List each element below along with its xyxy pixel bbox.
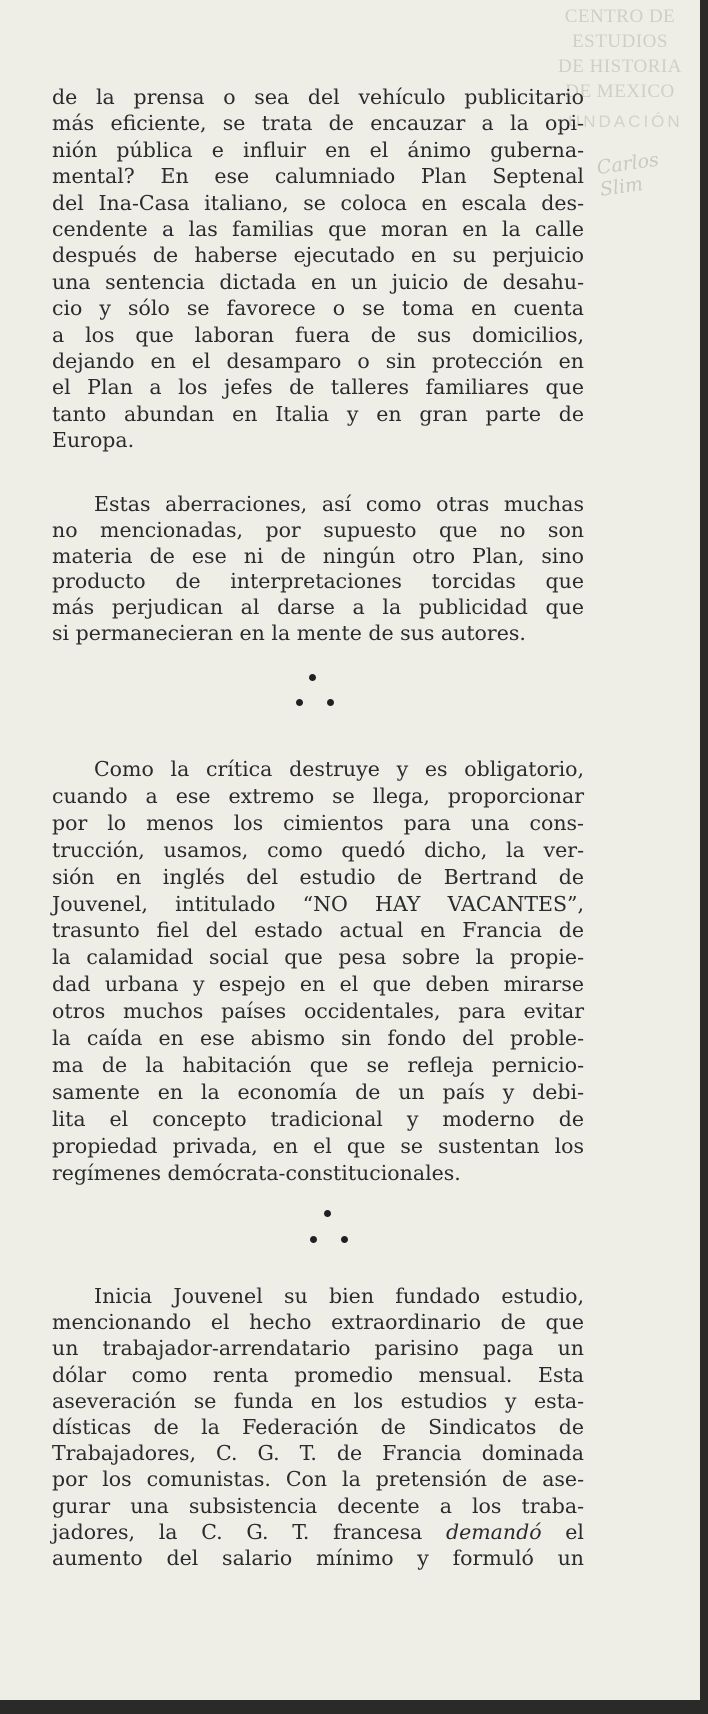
watermark-signature: Carlos Slim [595,148,661,201]
text-line: mental? En ese calumniado Plan Septenal [52,164,584,189]
paragraph-4 [52,1283,584,1571]
text-line: sión en inglés del estudio de Bertrand de [52,864,584,889]
text-line: por los comunistas. Con la pretensión de ase- [52,1467,584,1492]
text-line: Como la crítica destruye y es obligatorio, [94,757,584,781]
text-line: dejando en el desamparo o sin protección en [52,349,584,374]
text-line: a los que laboran fuera de sus domicilios, [52,322,584,347]
text-line: no mencionadas, por supuesto que no son [52,517,584,542]
text-line: gurar una subsistencia decente a los traba- [52,1493,584,1518]
watermark-line: CENTRO DE [564,6,676,27]
text-line: aumento del salario mínimo y formuló un [52,1546,584,1571]
text-line: aseveración se funda en los estudios y esta- [52,1388,584,1413]
text-line: trucción, usamos, como quedó dicho, la ver- [52,837,584,862]
text-line: propiedad privada, en el que se sustentan los [52,1133,584,1158]
text-line: Estas aberraciones, así como otras muchas [94,492,584,516]
text-line: un trabajador-arrendatario parisino paga un [52,1336,584,1361]
text-line-mixed [52,1519,584,1545]
text-line: otros muchos países occidentales, para evitar [52,999,584,1024]
text-line: una sentencia dictada en un juicio de desahu- [52,269,584,294]
separator-dot [310,1236,317,1243]
text-line: del Ina-Casa italiano, se coloca en escala des- [52,190,584,215]
text-fragment: el [565,1519,584,1544]
text-line: cio y sólo se favorece o se toma en cuenta [52,296,584,321]
text-line: nión pública e influir en el ánimo guberna- [52,137,584,162]
text-line: la caída en ese abismo sin fondo del proble- [52,1026,584,1051]
text-line: cuando a ese extremo se llega, proporcionar [52,783,584,808]
text-fragment: jadores, la C. G. T. francesa [52,1519,423,1544]
text-line: dólar como renta promedio mensual. Esta [52,1362,584,1387]
text-line: lita el concepto tradicional y moderno de [52,1106,584,1131]
text-line: dad urbana y espejo en el que deben mirarse [52,972,584,997]
separator-dot [296,699,303,706]
italic-word: demandó [445,1519,542,1544]
paragraph-2 [52,492,584,647]
text-line: de la prensa o sea del vehículo publicitario [52,85,584,109]
separator-dot [309,674,316,681]
text-line: cendente a las familias que moran en la calle [52,217,584,242]
text-line: Europa. [52,428,135,453]
text-line: mencionando el hecho extraordinario de que [52,1310,584,1335]
watermark-line: DE HISTORIA [558,56,682,77]
text-line: trasunto fiel del estado actual en Francia de [52,918,584,943]
text-line: si permanecieran en la mente de sus autores. [52,620,526,645]
text-line: el Plan a los jefes de talleres familiares que [52,375,584,400]
paragraph-3 [52,756,584,1187]
text-line: producto de interpretaciones torcidas que [52,569,584,594]
text-line: samente en la economía de un país y debi- [52,1079,584,1104]
separator-dot [327,699,334,706]
text-line: Jouvenel, intitulado “NO HAY VACANTES”, [52,891,584,916]
paragraph-1 [52,84,584,454]
text-line: después de haberse ejecutado en su perjuicio [52,243,584,268]
section-separator-2 [299,1210,359,1244]
text-line: tanto abundan en Italia y en gran parte de [52,401,584,426]
text-line: ma de la habitación que se refleja pernicio- [52,1052,584,1077]
separator-dot [341,1236,348,1243]
text-line: la calamidad social que pesa sobre la propie- [52,945,584,970]
text-line: por lo menos los cimientos para una cons- [52,810,584,835]
text-line: más perjudican al darse a la publicidad que [52,595,584,620]
text-line: más eficiente, se trata de encauzar a la opi- [52,111,584,136]
watermark-line: DE MEXICO [565,81,675,102]
text-line: materia de ese ni de ningún otro Plan, sino [52,543,584,568]
section-separator-1 [285,672,345,706]
text-line: Inicia Jouvenel su bien fundado estudio, [94,1284,584,1308]
watermark-line: ESTUDIOS [572,31,668,52]
text-line: Trabajadores, C. G. T. de Francia dominada [52,1441,584,1466]
text-line: dísticas de la Federación de Sindicatos de [52,1415,584,1440]
separator-dot [324,1210,331,1217]
watermark-fundacion: UNDACIÓN [568,112,683,131]
text-line: regímenes demócrata-constitucionales. [52,1160,461,1185]
